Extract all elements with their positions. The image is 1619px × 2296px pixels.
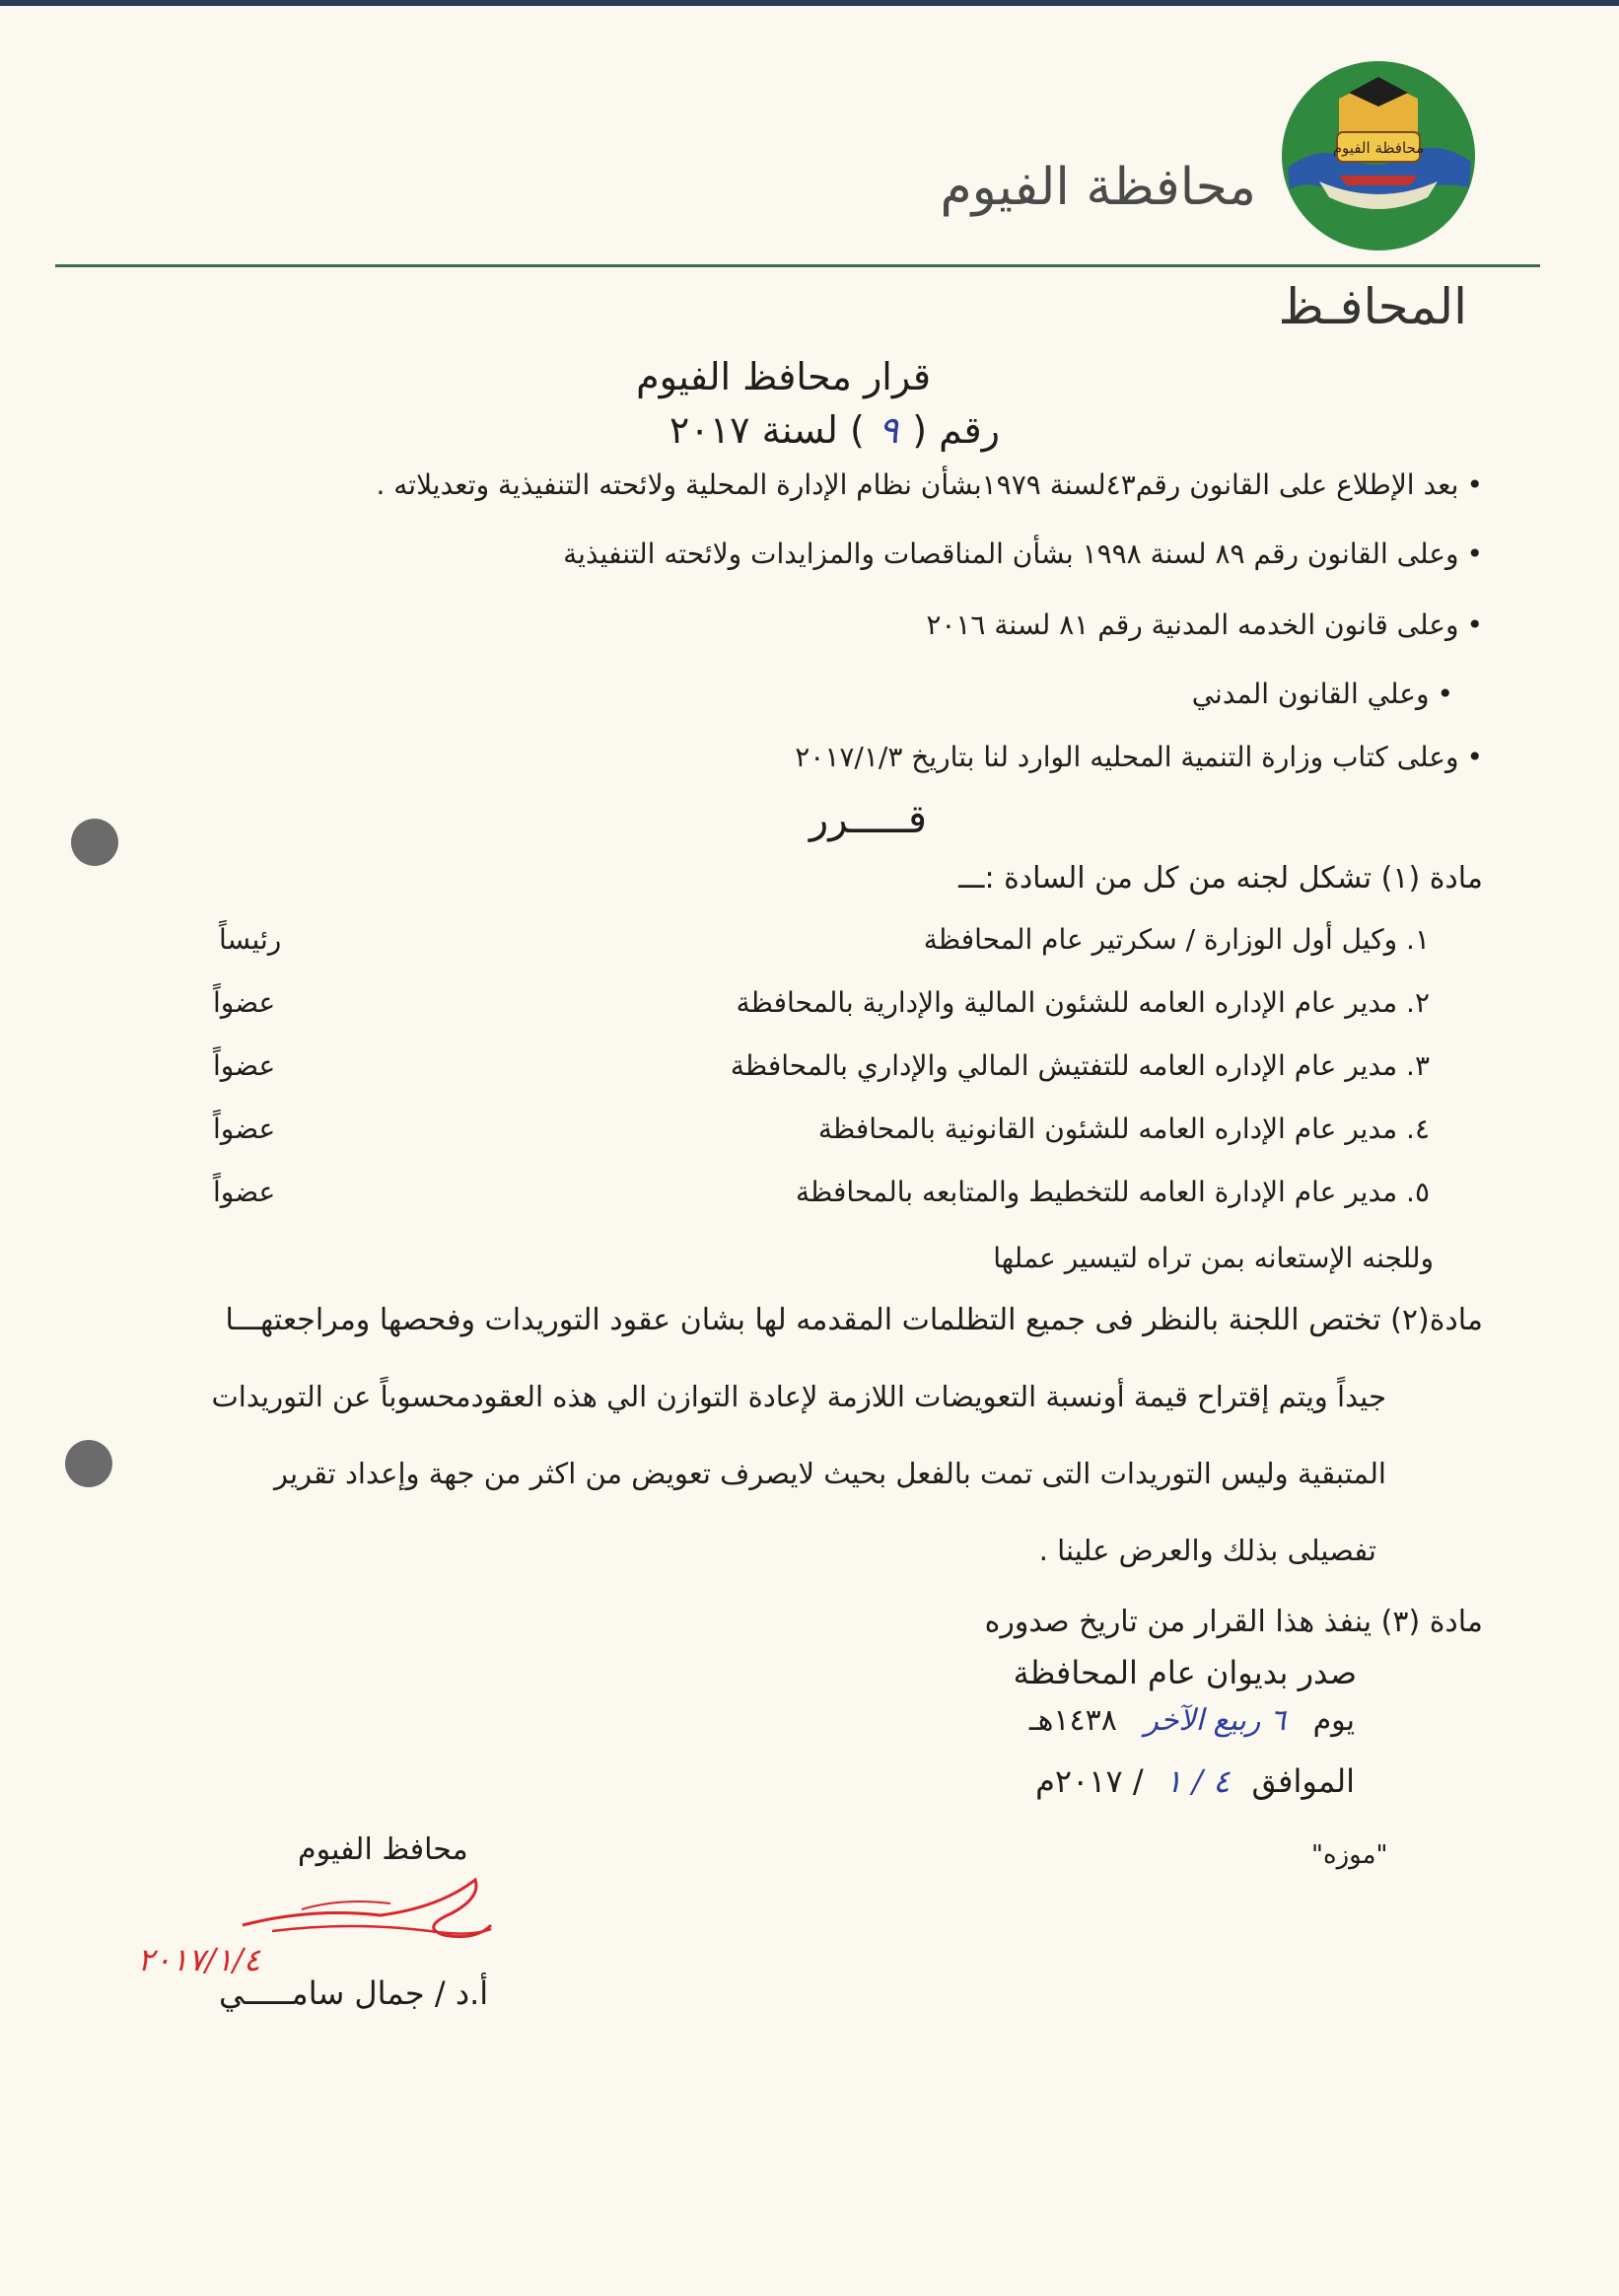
decree-number-value: ٩ xyxy=(878,408,899,452)
resolved-heading: قـــــرر xyxy=(809,797,927,842)
signature-date: ٢٠١٧/١/٤ xyxy=(137,1941,260,1978)
punch-hole xyxy=(71,819,118,866)
committee-member-role: عضواً xyxy=(213,1112,276,1145)
hijri-handwritten: ٦ ربيع الآخر xyxy=(1144,1703,1287,1738)
article-2-line: جيداً ويتم إقتراح قيمة أونسبة التعويضات اللازمة لإعادة التوازن الي هذه العقودمحسوباً عن التوريدات xyxy=(211,1380,1386,1413)
governorate-logo xyxy=(1280,59,1477,252)
gregorian-year: / ٢٠١٧م xyxy=(1035,1762,1144,1800)
gregorian-label: الموافق xyxy=(1251,1762,1355,1800)
article-2-line: تفصيلى بذلك والعرض علينا . xyxy=(1038,1534,1376,1567)
committee-member-title: ١. وكيل أول الوزارة / سكرتير عام المحافظة xyxy=(923,923,1430,956)
committee-member-title: ٤. مدير عام الإداره العامه للشئون القانونية بالمحافظة xyxy=(817,1112,1430,1145)
signatory-title: محافظ الفيوم xyxy=(298,1832,468,1867)
article-2-line: المتبقية وليس التوريدات التى تمت بالفعل بحيث لايصرف تعويض من اكثر من جهة وإعداد تقرير xyxy=(273,1457,1386,1490)
hijri-date-line xyxy=(1028,1703,1355,1738)
gregorian-handwritten: ٤ / ١ xyxy=(1164,1762,1231,1800)
preamble-line: • وعلي القانون المدني xyxy=(1192,681,1453,708)
committee-member-title: ٣. مدير عام الإداره العامه للتفتيش المالي والإداري بالمحافظة xyxy=(730,1049,1430,1082)
preamble-line: • وعلى قانون الخدمه المدنية رقم ٨١ لسنة ٢٠١٦ xyxy=(926,611,1483,639)
decree-number-suffix: ) لسنة ٢٠١٧ xyxy=(669,408,865,452)
committee-member-role: رئيساً xyxy=(219,923,282,956)
committee-member-role: عضواً xyxy=(213,1176,276,1208)
committee-member-role: عضواً xyxy=(213,986,276,1019)
committee-member-role: عضواً xyxy=(213,1049,276,1082)
governor-office-label: المحافـظ xyxy=(1278,278,1467,335)
preamble-line: • وعلى كتاب وزارة التنمية المحليه الوارد لنا بتاريخ ٢٠١٧/١/٣ xyxy=(795,744,1483,771)
committee-member-title: ٥. مدير عام الإدارة العامه للتخطيط والمتابعه بالمحافظة xyxy=(796,1176,1430,1208)
article-3-text: مادة (٣) ينفذ هذا القرار من تاريخ صدوره xyxy=(984,1605,1483,1639)
day-label: يوم xyxy=(1312,1703,1355,1738)
committee-member-title: ٢. مدير عام الإداره العامه للشئون المالية والإدارية بالمحافظة xyxy=(736,986,1430,1019)
decree-title: قرار محافظ الفيوم xyxy=(636,355,931,398)
preamble-line: • بعد الإطلاع على القانون رقم٤٣لسنة ١٩٧٩بشأن نظام الإدارة المحلية ولائحته التنفيذية وتعديلاته . xyxy=(376,471,1483,499)
governorate-name: محافظة الفيوم xyxy=(940,158,1256,217)
decree-number xyxy=(669,408,1000,452)
punch-hole xyxy=(65,1440,112,1487)
article-1-note: وللجنه الإستعانه بمن تراه لتيسير عملها xyxy=(993,1242,1434,1274)
article-1-intro: مادة (١) تشكل لجنه من كل من السادة :ـــ xyxy=(958,861,1483,896)
issued-at: صدر بديوان عام المحافظة xyxy=(1013,1654,1357,1691)
gregorian-date-line xyxy=(1035,1762,1355,1800)
scan-top-edge xyxy=(0,0,1619,6)
handwritten-signature xyxy=(137,1868,499,1986)
hijri-year: ١٤٣٨هـ xyxy=(1028,1703,1117,1738)
distribution-mark: "موزه" xyxy=(1311,1840,1388,1870)
preamble-line: • وعلى القانون رقم ٨٩ لسنة ١٩٩٨ بشأن المناقصات والمزايدات ولائحته التنفيذية xyxy=(563,540,1483,568)
article-2-line: مادة(٢) تختص اللجنة بالنظر فى جميع التظلمات المقدمه لها بشان عقود التوريدات وفحصها ومراجعتهـــا xyxy=(225,1303,1483,1337)
signatory-name: أ.د / جمال سامـــــي xyxy=(219,1974,489,2012)
header-divider xyxy=(55,264,1540,267)
decree-number-prefix: رقم ( xyxy=(912,408,1000,452)
logo-text: محافظة الفيوم xyxy=(1332,139,1425,157)
